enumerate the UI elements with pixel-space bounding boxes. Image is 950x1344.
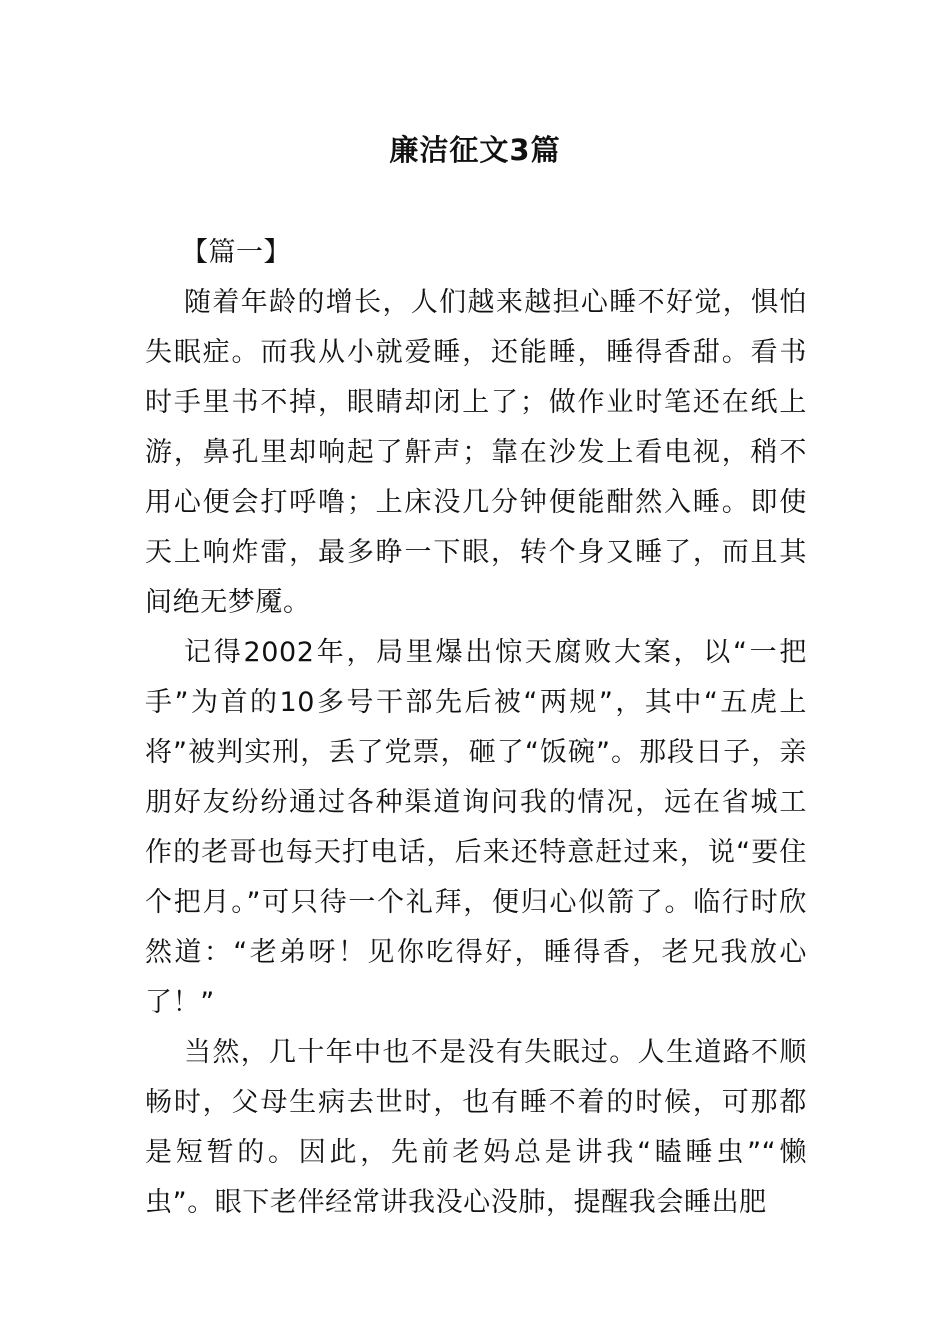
section-heading: 【篇一】: [181, 237, 291, 268]
document-body: [145, 228, 807, 1228]
paragraph-3: 当然，几十年中也不是没有失眠过。人生道路不顺畅时，父母生病去世时，也有睡不着的时候，可那都是短暂的。因此，先前老妈总是讲我“瞌睡虫”“懒虫”。眼下老伴经常讲我没心没肺，提醒我会睡出肥: [145, 1037, 807, 1218]
document-title: 廉洁征文3篇: [389, 133, 561, 167]
paragraph-2: 记得2002年，局里爆出惊天腐败大案，以“一把手”为首的10多号干部先后被“两规”，其中“五虎上将”被判实刑，丢了党票，砸了“饭碗”。那段日子，亲朋好友纷纷通过各种渠道询问我的情况，远在省城工作的老哥也每天打电话，后来还特意赶过来，说“要住个把月。”可只待一个礼拜，便归心似箭了。临行时欣然道：“老弟呀！见你吃得好，睡得香，老兄我放心了！”: [145, 637, 807, 1018]
paragraph-1: 随着年龄的增长，人们越来越担心睡不好觉，惧怕失眠症。而我从小就爱睡，还能睡，睡得香甜。看书时手里书不掉，眼睛却闭上了；做作业时笔还在纸上游，鼻孔里却响起了鼾声；靠在沙发上看电视，稍不用心便会打呼噜；上床没几分钟便能酣然入睡。即使天上响炸雷，最多睁一下眼，转个身又睡了，而且其间绝无梦魇。: [145, 287, 807, 618]
